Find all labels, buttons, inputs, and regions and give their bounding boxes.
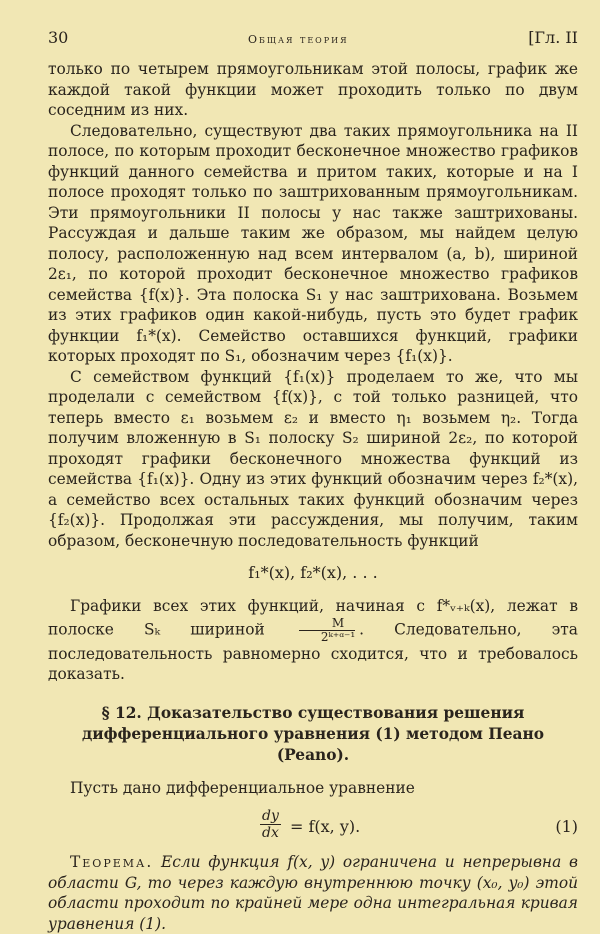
equation-rhs: = f(x, y). — [290, 817, 361, 836]
derivative-numerator: dy — [262, 808, 279, 824]
derivative-fraction — [260, 808, 281, 841]
fraction-numerator: M — [299, 617, 355, 631]
chapter-marker: [Гл. II — [528, 28, 578, 47]
theorem-label: Теорема. — [70, 853, 154, 871]
page-header — [48, 28, 578, 47]
theorem-text: Если функция f(x, y) ограничена и непрерывна в области G, то через каждую внутреннюю точку (x₀, y₀) этой области проходит по крайней мере одна интегральная кривая уравнения (1). — [48, 853, 578, 933]
derivative-denominator: dx — [262, 825, 279, 841]
equation-number: (1) — [555, 817, 578, 836]
function-sequence-formula: f₁*(x), f₂*(x), . . . — [248, 563, 378, 582]
page-number: 30 — [48, 28, 69, 47]
strip-width-fraction — [299, 617, 355, 644]
paragraph-4 — [48, 596, 578, 685]
paragraph-4-start: Графики всех этих функций, начиная с f*ᵥ₊ₖ(x), лежат в полоске Sₖ шириной — [48, 597, 578, 638]
paragraph-4-end: . Следовательно, эта последовательность равномерно сходится, что и требовалось доказать. — [48, 620, 578, 683]
paragraph-3: С семейством функций {f₁(x)} проделаем то же, что мы проделали с семейством {f(x)}, с той только разницей, что теперь вместо ε₁ возьмем ε₂ и вместо η₁ возьмем η₂. Тогда получим вложенную в S₁ полоску S₂ шириной 2ε₂, по которой проходят графики бесконечного множества функций из семейства {f₁(x)}. Одну из этих функций обозначим через f₂*(x), а семейство всех остальных таких функций обозначим через {f₂(x)}. Продолжая эти рассуждения, мы получим, таким образом, бесконечную последовательность функций — [48, 367, 578, 550]
section-heading: § 12. Доказательство существования решения дифференциального уравнения (1) методом Пеано (Peano). — [81, 703, 545, 764]
differential-equation — [48, 808, 578, 848]
equation-intro: Пусть дано дифференциальное уравнение — [70, 778, 415, 797]
theorem-statement — [48, 852, 578, 934]
paragraph-1: только по четырем прямоугольникам этой полосы, график же каждой такой функции может проходить только по двум соседним из них. — [48, 60, 578, 119]
running-title: Общая теория — [247, 33, 349, 46]
paragraph-2: Следовательно, существуют два таких прямоугольника на II полосе, по которым проходит бесконечное множество графиков функций данного семейства и притом таких, которые и на I полосе проходят только по заштрихованным прямоугольникам. Эти прямоугольники II полосы у нас также заштрихованы. Рассуждая и дальше таким же образом, мы найдем целую полосу, расположенную над всем интервалом (a, b), шириной 2ε₁, по которой проходит бесконечное множество графиков семейства {f(x)}. Эта полоска S₁ у нас заштрихована. Возьмем из этих графиков один какой-нибудь, пусть это будет график функции f₁*(x). Семейство оставшихся функций, графики которых проходят по S₁, обозначим через {f₁(x)}. — [48, 121, 578, 365]
fraction-denominator: 2ᵏ⁺ᵅ⁻¹ — [320, 629, 356, 644]
